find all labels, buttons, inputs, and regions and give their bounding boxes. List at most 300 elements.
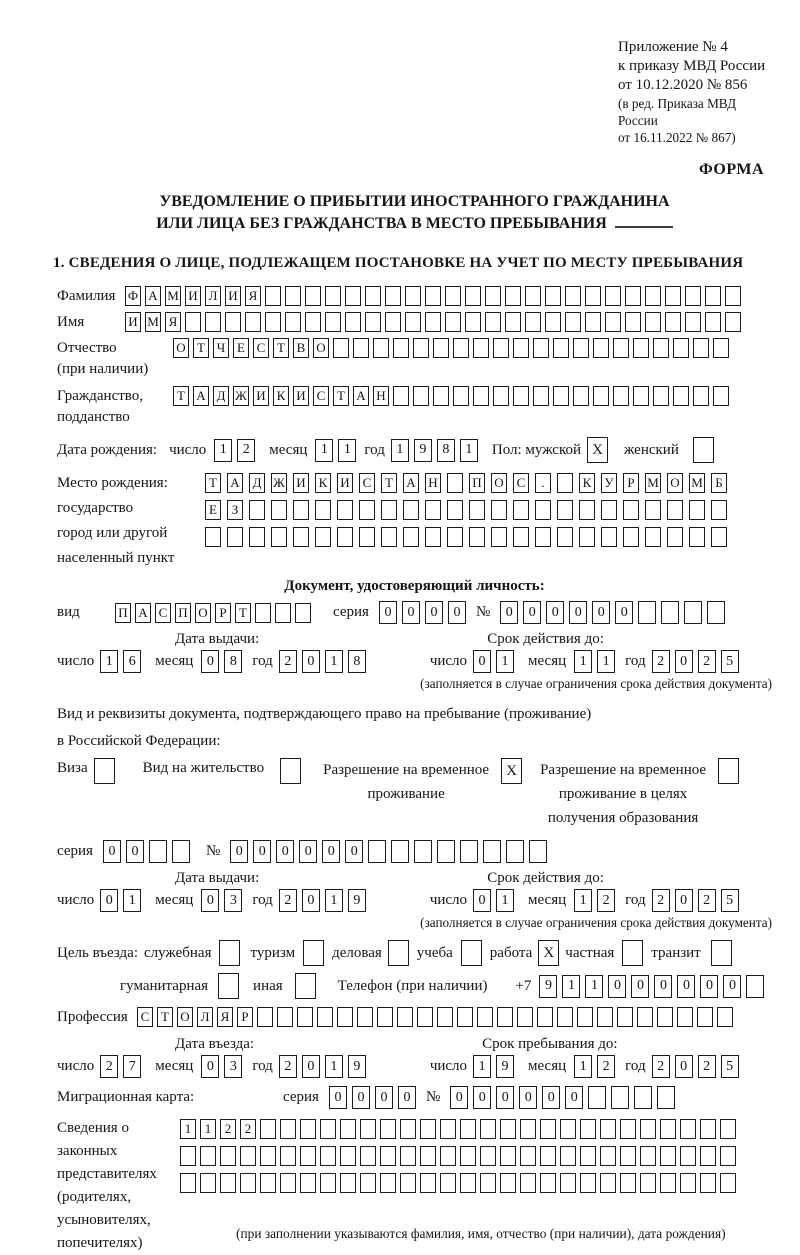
form-cell[interactable]: М <box>689 473 705 493</box>
form-cell[interactable] <box>617 1007 633 1027</box>
form-cell[interactable] <box>300 1173 316 1193</box>
form-cell[interactable] <box>560 1173 576 1193</box>
form-cell[interactable] <box>513 338 529 358</box>
residence-expiry-month-cells[interactable] <box>574 889 615 912</box>
form-cell[interactable]: Р <box>237 1007 253 1027</box>
form-cell[interactable] <box>219 940 240 966</box>
form-cell[interactable] <box>506 840 524 863</box>
form-cell[interactable] <box>633 338 649 358</box>
form-cell[interactable] <box>520 1146 536 1166</box>
form-cell[interactable]: 2 <box>698 650 716 673</box>
form-cell[interactable] <box>149 840 167 863</box>
form-cell[interactable] <box>680 1146 696 1166</box>
purpose-transit-checkbox[interactable] <box>711 940 732 966</box>
form-cell[interactable] <box>388 940 409 966</box>
form-cell[interactable] <box>533 338 549 358</box>
form-cell[interactable]: О <box>177 1007 193 1027</box>
form-cell[interactable] <box>200 1146 216 1166</box>
form-cell[interactable] <box>405 286 421 306</box>
form-cell[interactable] <box>640 1146 656 1166</box>
form-cell[interactable] <box>500 1119 516 1139</box>
residence-issue-month-cells[interactable] <box>201 889 242 912</box>
form-cell[interactable] <box>711 527 727 547</box>
form-cell[interactable] <box>573 338 589 358</box>
form-cell[interactable] <box>660 1173 676 1193</box>
issue-day-cells[interactable] <box>100 650 141 673</box>
form-cell[interactable] <box>275 603 291 623</box>
purpose-business-checkbox[interactable] <box>388 940 409 966</box>
form-cell[interactable] <box>205 527 221 547</box>
form-cell[interactable] <box>280 758 301 784</box>
form-cell[interactable] <box>601 527 617 547</box>
form-cell[interactable]: 1 <box>562 975 580 998</box>
form-cell[interactable]: 2 <box>597 889 615 912</box>
form-cell[interactable]: . <box>535 473 551 493</box>
form-cell[interactable] <box>473 386 489 406</box>
form-cell[interactable]: 1 <box>325 650 343 673</box>
form-cell[interactable]: О <box>173 338 189 358</box>
representatives-cells-row2[interactable] <box>180 1146 736 1166</box>
form-cell[interactable] <box>317 1007 333 1027</box>
form-cell[interactable] <box>433 338 449 358</box>
form-cell[interactable] <box>380 1146 396 1166</box>
residence-permit-checkbox[interactable] <box>280 758 301 784</box>
form-cell[interactable]: 0 <box>519 1086 537 1109</box>
form-cell[interactable] <box>557 500 573 520</box>
form-cell[interactable]: С <box>253 338 269 358</box>
form-cell[interactable]: 1 <box>473 1055 491 1078</box>
form-cell[interactable] <box>315 527 331 547</box>
form-cell[interactable] <box>660 1146 676 1166</box>
form-cell[interactable] <box>485 286 501 306</box>
form-cell[interactable]: 0 <box>542 1086 560 1109</box>
form-cell[interactable] <box>453 338 469 358</box>
form-cell[interactable] <box>713 338 729 358</box>
form-cell[interactable]: 0 <box>496 1086 514 1109</box>
form-cell[interactable]: З <box>227 500 243 520</box>
form-cell[interactable]: 2 <box>237 439 255 462</box>
form-cell[interactable] <box>657 1007 673 1027</box>
form-cell[interactable]: Т <box>173 386 189 406</box>
form-cell[interactable] <box>420 1173 436 1193</box>
birth-day-cells[interactable] <box>214 439 255 462</box>
form-cell[interactable]: И <box>125 312 141 332</box>
form-cell[interactable]: Д <box>249 473 265 493</box>
form-cell[interactable]: 0 <box>700 975 718 998</box>
form-cell[interactable]: 0 <box>302 889 320 912</box>
form-cell[interactable] <box>660 1119 676 1139</box>
citizenship-cells[interactable] <box>173 386 729 406</box>
form-cell[interactable]: 0 <box>402 601 420 624</box>
form-cell[interactable]: 0 <box>379 601 397 624</box>
form-cell[interactable]: 0 <box>569 601 587 624</box>
form-cell[interactable]: 5 <box>721 889 739 912</box>
form-cell[interactable]: 2 <box>698 889 716 912</box>
form-cell[interactable] <box>420 1119 436 1139</box>
sex-female-checkbox[interactable] <box>693 437 714 463</box>
form-cell[interactable] <box>640 1119 656 1139</box>
form-cell[interactable] <box>460 1119 476 1139</box>
form-cell[interactable]: X <box>538 940 559 966</box>
form-cell[interactable] <box>271 527 287 547</box>
form-cell[interactable]: X <box>587 437 608 463</box>
form-cell[interactable]: 2 <box>597 1055 615 1078</box>
form-cell[interactable]: 0 <box>425 601 443 624</box>
form-cell[interactable]: 9 <box>496 1055 514 1078</box>
form-cell[interactable]: 0 <box>299 840 317 863</box>
form-cell[interactable] <box>420 1146 436 1166</box>
form-cell[interactable]: И <box>337 473 353 493</box>
birth-place-cells-row2[interactable] <box>205 500 727 520</box>
doc-number-cells[interactable] <box>500 601 725 624</box>
form-cell[interactable]: 0 <box>201 650 219 673</box>
form-cell[interactable] <box>684 601 702 624</box>
form-cell[interactable] <box>593 338 609 358</box>
sex-male-checkbox[interactable] <box>587 437 608 463</box>
form-cell[interactable] <box>393 338 409 358</box>
form-cell[interactable]: 0 <box>723 975 741 998</box>
form-cell[interactable] <box>535 500 551 520</box>
form-cell[interactable] <box>457 1007 473 1027</box>
form-cell[interactable]: 1 <box>200 1119 216 1139</box>
form-cell[interactable] <box>622 940 643 966</box>
form-cell[interactable]: Л <box>205 286 221 306</box>
form-cell[interactable] <box>653 338 669 358</box>
form-cell[interactable] <box>460 840 478 863</box>
form-cell[interactable] <box>579 500 595 520</box>
form-cell[interactable] <box>94 758 115 784</box>
purpose-private-checkbox[interactable] <box>622 940 643 966</box>
form-cell[interactable] <box>280 1146 296 1166</box>
migration-card-number-cells[interactable] <box>450 1086 675 1109</box>
form-cell[interactable] <box>645 312 661 332</box>
form-cell[interactable] <box>705 286 721 306</box>
form-cell[interactable] <box>425 312 441 332</box>
form-cell[interactable] <box>593 386 609 406</box>
form-cell[interactable]: 3 <box>224 889 242 912</box>
form-cell[interactable] <box>359 527 375 547</box>
form-cell[interactable] <box>513 386 529 406</box>
form-cell[interactable] <box>640 1173 656 1193</box>
form-cell[interactable] <box>665 286 681 306</box>
form-cell[interactable] <box>460 1173 476 1193</box>
form-cell[interactable] <box>271 500 287 520</box>
form-cell[interactable] <box>445 312 461 332</box>
representatives-cells-row1[interactable] <box>180 1119 736 1139</box>
form-cell[interactable] <box>693 437 714 463</box>
form-cell[interactable] <box>172 840 190 863</box>
form-cell[interactable]: 9 <box>348 1055 366 1078</box>
purpose-study-checkbox[interactable] <box>461 940 482 966</box>
form-cell[interactable] <box>380 1119 396 1139</box>
form-cell[interactable] <box>673 386 689 406</box>
form-cell[interactable]: А <box>353 386 369 406</box>
form-cell[interactable]: И <box>293 386 309 406</box>
form-cell[interactable] <box>697 1007 713 1027</box>
form-cell[interactable] <box>601 500 617 520</box>
form-cell[interactable] <box>585 312 601 332</box>
form-cell[interactable] <box>513 527 529 547</box>
form-cell[interactable] <box>520 1119 536 1139</box>
form-cell[interactable] <box>480 1173 496 1193</box>
form-cell[interactable] <box>245 312 261 332</box>
form-cell[interactable] <box>297 1007 313 1027</box>
form-cell[interactable] <box>447 527 463 547</box>
form-cell[interactable]: 0 <box>302 650 320 673</box>
form-cell[interactable]: Ч <box>213 338 229 358</box>
form-cell[interactable] <box>403 527 419 547</box>
form-cell[interactable] <box>573 386 589 406</box>
form-cell[interactable]: С <box>137 1007 153 1027</box>
form-cell[interactable]: 0 <box>322 840 340 863</box>
form-cell[interactable] <box>620 1119 636 1139</box>
form-cell[interactable] <box>577 1007 593 1027</box>
form-cell[interactable] <box>280 1173 296 1193</box>
form-cell[interactable] <box>680 1119 696 1139</box>
form-cell[interactable] <box>477 1007 493 1027</box>
doc-series-cells[interactable] <box>379 601 466 624</box>
expiry-day-cells[interactable] <box>473 650 514 673</box>
form-cell[interactable] <box>637 1007 653 1027</box>
patronymic-cells[interactable] <box>173 338 729 358</box>
form-cell[interactable]: 1 <box>180 1119 196 1139</box>
form-cell[interactable]: Р <box>215 603 231 623</box>
form-cell[interactable] <box>240 1146 256 1166</box>
form-cell[interactable]: 2 <box>100 1055 118 1078</box>
form-cell[interactable] <box>597 1007 613 1027</box>
form-cell[interactable]: 0 <box>100 889 118 912</box>
form-cell[interactable] <box>218 973 239 999</box>
form-cell[interactable] <box>685 312 701 332</box>
form-cell[interactable]: Т <box>333 386 349 406</box>
form-cell[interactable]: 0 <box>448 601 466 624</box>
form-cell[interactable] <box>295 603 311 623</box>
form-cell[interactable]: 1 <box>496 650 514 673</box>
form-cell[interactable] <box>497 1007 513 1027</box>
form-cell[interactable] <box>461 940 482 966</box>
form-cell[interactable]: 1 <box>460 439 478 462</box>
stay-day-cells[interactable] <box>473 1055 514 1078</box>
form-cell[interactable] <box>553 386 569 406</box>
form-cell[interactable] <box>545 286 561 306</box>
form-cell[interactable]: Т <box>273 338 289 358</box>
form-cell[interactable] <box>220 1146 236 1166</box>
form-cell[interactable] <box>680 1173 696 1193</box>
form-cell[interactable] <box>677 1007 693 1027</box>
purpose-other-checkbox[interactable] <box>295 973 316 999</box>
residence-expiry-day-cells[interactable] <box>473 889 514 912</box>
form-cell[interactable] <box>460 1146 476 1166</box>
form-cell[interactable] <box>613 338 629 358</box>
form-cell[interactable] <box>265 286 281 306</box>
form-cell[interactable]: 0 <box>473 650 491 673</box>
form-cell[interactable]: 1 <box>123 889 141 912</box>
form-cell[interactable]: М <box>165 286 181 306</box>
form-cell[interactable] <box>513 500 529 520</box>
stay-year-cells[interactable] <box>652 1055 739 1078</box>
form-cell[interactable] <box>725 286 741 306</box>
form-cell[interactable] <box>440 1146 456 1166</box>
form-cell[interactable] <box>400 1146 416 1166</box>
form-cell[interactable] <box>711 500 727 520</box>
form-cell[interactable] <box>540 1119 556 1139</box>
form-cell[interactable]: И <box>225 286 241 306</box>
form-cell[interactable] <box>249 527 265 547</box>
form-cell[interactable]: 5 <box>721 650 739 673</box>
issue-month-cells[interactable] <box>201 650 242 673</box>
form-cell[interactable] <box>393 386 409 406</box>
residence-series-cells[interactable] <box>103 840 190 863</box>
form-cell[interactable] <box>293 527 309 547</box>
form-cell[interactable]: 0 <box>654 975 672 998</box>
form-cell[interactable] <box>725 312 741 332</box>
form-cell[interactable] <box>605 312 621 332</box>
form-cell[interactable] <box>413 386 429 406</box>
form-cell[interactable]: А <box>145 286 161 306</box>
form-cell[interactable] <box>580 1146 596 1166</box>
surname-cells[interactable] <box>125 286 741 306</box>
form-cell[interactable] <box>533 386 549 406</box>
form-cell[interactable]: 0 <box>631 975 649 998</box>
form-cell[interactable]: Я <box>245 286 261 306</box>
form-cell[interactable]: Ф <box>125 286 141 306</box>
form-cell[interactable] <box>469 527 485 547</box>
form-cell[interactable]: 2 <box>652 650 670 673</box>
issue-year-cells[interactable] <box>279 650 366 673</box>
form-cell[interactable] <box>180 1173 196 1193</box>
form-cell[interactable]: И <box>185 286 201 306</box>
form-cell[interactable] <box>689 527 705 547</box>
form-cell[interactable] <box>500 1173 516 1193</box>
form-cell[interactable] <box>580 1173 596 1193</box>
form-cell[interactable] <box>377 1007 393 1027</box>
form-cell[interactable] <box>585 286 601 306</box>
form-cell[interactable] <box>469 500 485 520</box>
form-cell[interactable] <box>381 527 397 547</box>
form-cell[interactable] <box>180 1146 196 1166</box>
form-cell[interactable]: Т <box>205 473 221 493</box>
form-cell[interactable] <box>365 312 381 332</box>
form-cell[interactable] <box>493 338 509 358</box>
form-cell[interactable]: 7 <box>123 1055 141 1078</box>
form-cell[interactable] <box>557 1007 573 1027</box>
form-cell[interactable]: К <box>315 473 331 493</box>
form-cell[interactable] <box>405 312 421 332</box>
form-cell[interactable] <box>483 840 501 863</box>
form-cell[interactable] <box>580 1119 596 1139</box>
form-cell[interactable] <box>257 1007 273 1027</box>
form-cell[interactable]: А <box>193 386 209 406</box>
form-cell[interactable]: 0 <box>329 1086 347 1109</box>
form-cell[interactable] <box>380 1173 396 1193</box>
form-cell[interactable] <box>473 338 489 358</box>
given-name-cells[interactable] <box>125 312 741 332</box>
form-cell[interactable] <box>465 312 481 332</box>
form-cell[interactable]: 2 <box>652 889 670 912</box>
form-cell[interactable] <box>673 338 689 358</box>
form-cell[interactable] <box>667 500 683 520</box>
residence-number-cells[interactable] <box>230 840 547 863</box>
form-cell[interactable]: 0 <box>302 1055 320 1078</box>
form-cell[interactable] <box>333 338 349 358</box>
form-cell[interactable] <box>337 500 353 520</box>
form-cell[interactable] <box>565 286 581 306</box>
form-cell[interactable] <box>295 973 316 999</box>
form-cell[interactable]: П <box>115 603 131 623</box>
form-cell[interactable]: 2 <box>698 1055 716 1078</box>
form-cell[interactable]: 2 <box>652 1055 670 1078</box>
form-cell[interactable]: 1 <box>585 975 603 998</box>
form-cell[interactable]: 0 <box>201 1055 219 1078</box>
form-cell[interactable]: Я <box>217 1007 233 1027</box>
form-cell[interactable]: 0 <box>615 601 633 624</box>
form-cell[interactable] <box>425 500 441 520</box>
entry-month-cells[interactable] <box>201 1055 242 1078</box>
form-cell[interactable] <box>535 527 551 547</box>
form-cell[interactable]: Т <box>193 338 209 358</box>
form-cell[interactable] <box>560 1119 576 1139</box>
form-cell[interactable] <box>385 312 401 332</box>
purpose-work-checkbox[interactable] <box>538 940 559 966</box>
form-cell[interactable] <box>557 473 573 493</box>
form-cell[interactable] <box>540 1146 556 1166</box>
form-cell[interactable]: О <box>667 473 683 493</box>
visa-checkbox[interactable] <box>94 758 115 784</box>
form-cell[interactable] <box>625 286 641 306</box>
form-cell[interactable]: 1 <box>574 889 592 912</box>
form-cell[interactable] <box>265 312 281 332</box>
form-cell[interactable]: М <box>645 473 661 493</box>
form-cell[interactable] <box>337 1007 353 1027</box>
form-cell[interactable] <box>720 1173 736 1193</box>
form-cell[interactable] <box>373 338 389 358</box>
form-cell[interactable] <box>689 500 705 520</box>
form-cell[interactable]: 0 <box>352 1086 370 1109</box>
representatives-cells-row3[interactable] <box>180 1173 736 1193</box>
form-cell[interactable] <box>260 1173 276 1193</box>
form-cell[interactable] <box>303 940 324 966</box>
form-cell[interactable] <box>700 1173 716 1193</box>
form-cell[interactable]: К <box>579 473 595 493</box>
expiry-year-cells[interactable] <box>652 650 739 673</box>
migration-card-series-cells[interactable] <box>329 1086 416 1109</box>
purpose-official-checkbox[interactable] <box>219 940 240 966</box>
form-cell[interactable] <box>560 1146 576 1166</box>
form-cell[interactable]: 0 <box>473 1086 491 1109</box>
form-cell[interactable]: 1 <box>325 889 343 912</box>
form-cell[interactable]: Т <box>235 603 251 623</box>
form-cell[interactable] <box>605 286 621 306</box>
form-cell[interactable]: 0 <box>677 975 695 998</box>
form-cell[interactable] <box>227 527 243 547</box>
form-cell[interactable]: 0 <box>253 840 271 863</box>
form-cell[interactable] <box>693 338 709 358</box>
form-cell[interactable]: 0 <box>592 601 610 624</box>
form-cell[interactable]: С <box>513 473 529 493</box>
form-cell[interactable] <box>425 527 441 547</box>
form-cell[interactable] <box>645 527 661 547</box>
form-cell[interactable]: Е <box>205 500 221 520</box>
form-cell[interactable] <box>240 1173 256 1193</box>
doc-kind-cells[interactable] <box>115 603 311 623</box>
form-cell[interactable] <box>718 758 739 784</box>
form-cell[interactable]: 1 <box>338 439 356 462</box>
form-cell[interactable] <box>433 386 449 406</box>
form-cell[interactable] <box>360 1119 376 1139</box>
form-cell[interactable] <box>491 527 507 547</box>
form-cell[interactable] <box>579 527 595 547</box>
form-cell[interactable]: И <box>253 386 269 406</box>
